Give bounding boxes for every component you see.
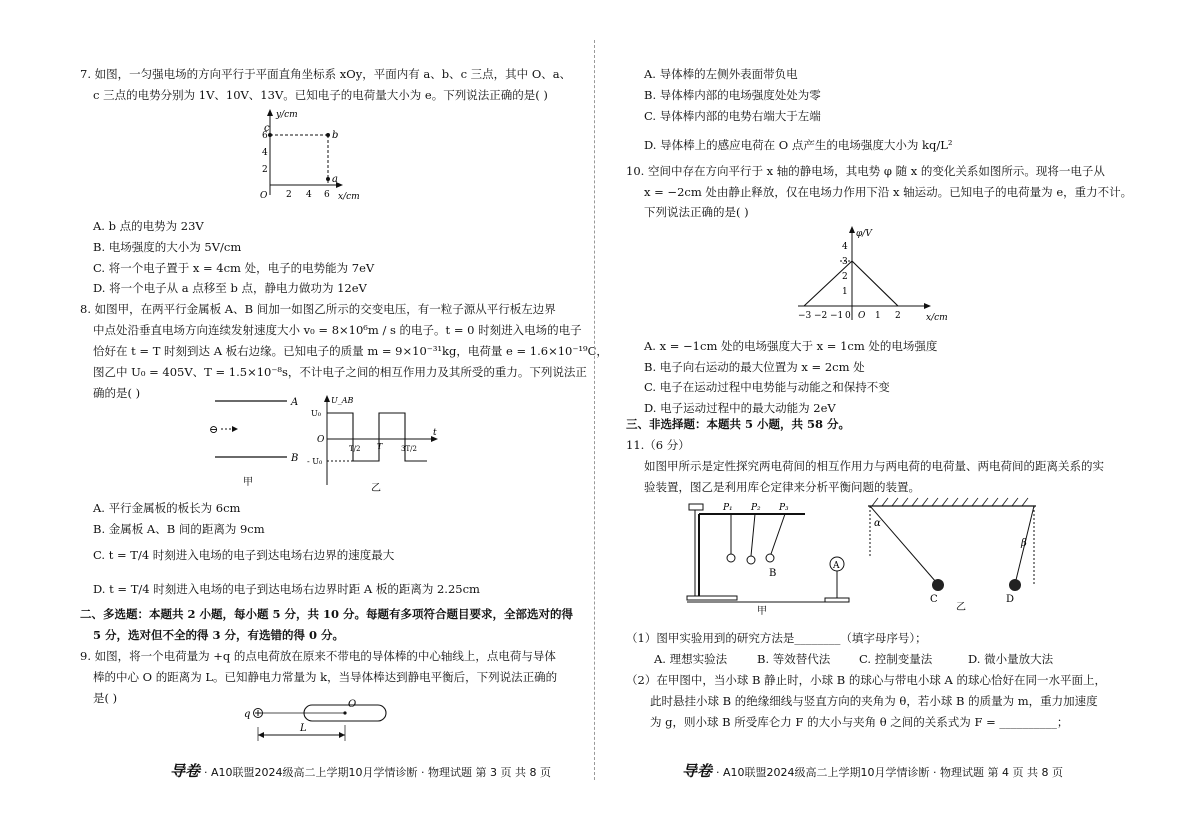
q8-plates-figure: [205, 397, 305, 487]
q11-desc-line1: 如图甲所示是定性探究两电荷间的相互作用力与两电荷的电荷量、两电荷间的距离关系的实: [644, 459, 1104, 473]
q8-stem-line1: 8. 如图甲，在两平行金属板 A、B 间加一如图乙所示的交变电压，有一粒子源从平行板左边界: [80, 302, 556, 316]
right-page: [600, 0, 1200, 826]
q11-sub1-option-d: D. 微小量放大法: [968, 652, 1054, 666]
q11-sub1-option-c: C. 控制变量法: [859, 652, 933, 666]
q10-xtick-neg3: −3: [798, 311, 812, 321]
right-footer: [682, 760, 1063, 781]
q11-p3: P₃: [779, 503, 789, 513]
q11-sub1-option-b: B. 等效替代法: [757, 652, 831, 666]
q11-sub2-line1: （2）在甲图中，当小球 B 静止时，小球 B 的球心与带电小球 A 的球心恰好在同一水平面上，: [626, 673, 1106, 687]
q7-ytick-6: 6: [262, 131, 268, 141]
q10-xtick-2: 2: [895, 311, 901, 321]
q10-ytick-4: 4: [842, 242, 848, 252]
q10-stem-line1: 10. 空间中存在方向平行于 x 轴的静电场，其电势 φ 随 x 的变化关系如图所示。现将一电子从: [626, 164, 1105, 178]
q8-caption-yi: 乙: [371, 483, 381, 494]
q10-x-label: x/cm: [926, 313, 948, 323]
q11-ball-b: B: [769, 568, 777, 579]
q9-center-label: O: [348, 699, 357, 710]
q7-ytick-4: 4: [262, 148, 268, 158]
q7-point-a: a: [332, 174, 338, 185]
q9-option-b: B. 导体棒内部的电场强度处处为零: [644, 88, 821, 102]
q9-charge-label: q: [244, 709, 251, 720]
q11-equilibrium-figure-yi: [866, 496, 1046, 611]
q10-ytick-1: 1: [842, 287, 848, 297]
q9-stem-line2: 棒的中心 O 的距离为 L。已知静电力常量为 k，当导体棒达到静电平衡后，下列说法正确的: [93, 670, 558, 684]
page-divider: [594, 40, 595, 780]
q10-potential-figure: [792, 224, 952, 324]
q8-option-c: C. t = T/4 时刻进入电场的电子到达电场右边界的速度最大: [93, 548, 395, 562]
q11-beta: β: [1021, 538, 1027, 549]
q8-yi-tick-three-half: 3T/2: [401, 445, 417, 453]
q10-stem-line3: 下列说法正确的是( ): [644, 205, 749, 219]
left-footer-text: · A10联盟2024级高二上学期10月学情诊断 · 物理试题 第 3 页 共 8 页: [204, 766, 551, 779]
q8-stem-line5: 确的是( ): [93, 386, 141, 400]
q10-xtick-neg2: −2: [814, 311, 828, 321]
q8-option-a: A. 平行金属板的板长为 6cm: [93, 501, 241, 515]
left-footer: [170, 760, 551, 781]
q11-p2: P₂: [751, 503, 761, 513]
q7-option-d: D. 将一个电子从 a 点移至 b 点，静电力做功为 12eV: [93, 281, 367, 295]
q9-distance-label: L: [300, 723, 307, 734]
q9-option-a: A. 导体棒的左侧外表面带负电: [644, 67, 798, 81]
q9-rod-figure: [242, 697, 402, 745]
q8-yi-neg-u0: - U₀: [307, 457, 323, 466]
q10-stem-line2: x = −2cm 处由静止释放，仅在电场力作用下沿 x 轴运动。已知电子的电荷量为 e，重力不计。: [644, 185, 1133, 199]
section2-heading-line2: 5 分，选对但不全的得 3 分，有选错的得 0 分。: [93, 628, 345, 642]
q8-yi-tick-t: T: [377, 442, 383, 451]
section3-heading: 三、非选择题：本题共 5 小题，共 58 分。: [626, 417, 851, 431]
q8-option-b: B. 金属板 A、B 间的距离为 9cm: [93, 522, 265, 536]
q10-option-c: C. 电子在运动过程中电势能与动能之和保持不变: [644, 380, 890, 394]
q10-option-d: D. 电子运动过程中的最大动能为 2eV: [644, 401, 836, 415]
section2-heading-line1: 二、多选题：本题共 2 小题，每小题 5 分，共 10 分。每题有多项符合题目要求，全部选对的得: [80, 607, 574, 621]
q7-ytick-2: 2: [262, 165, 268, 175]
q7-option-a: A. b 点的电势为 23V: [93, 219, 204, 233]
q7-stem-line2: c 三点的电势分别为 1V、10V、13V。已知电子的电荷量大小为 e。下列说法正确的是( ): [93, 88, 548, 102]
q10-y-label: φ/V: [856, 229, 872, 239]
q11-caption-jia: 甲: [757, 606, 767, 617]
q10-ytick-2: 2: [842, 272, 848, 282]
brand-logo: 导卷: [170, 762, 201, 780]
q7-y-label: y/cm: [276, 110, 298, 120]
q7-x-label: x/cm: [338, 192, 360, 202]
q11-heading: 11.（6 分）: [626, 438, 690, 452]
q7-stem-line1: 7. 如图，一匀强电场的方向平行于平面直角坐标系 xOy，平面内有 a、b、c 三点，其中 O、a、: [80, 67, 572, 81]
q9-stem-line3: 是( ): [93, 691, 118, 705]
q10-xtick-0: 0: [845, 311, 851, 321]
q11-ball-d: D: [1006, 594, 1015, 605]
q7-point-c: c: [264, 123, 270, 134]
q10-xtick-neg1: −1: [830, 311, 844, 321]
q11-alpha: α: [874, 518, 881, 529]
q7-option-c: C. 将一个电子置于 x = 4cm 处，电子的电势能为 7eV: [93, 261, 375, 275]
q11-sub1: （1）图甲实验用到的研究方法是________（填字母序号）；: [626, 631, 927, 645]
q11-ball-a: A: [833, 561, 840, 571]
q8-stem-line4: 图乙中 U₀ = 405V、T = 1.5×10⁻⁸s，不计电子之间的相互作用力及其所受的重力。下列说法正: [93, 365, 587, 379]
q7-xtick-4: 4: [306, 190, 312, 200]
q10-option-b: B. 电子向右运动的最大位置为 x = 2cm 处: [644, 360, 865, 374]
q8-stem-line3: 恰好在 t = T 时刻到达 A 板右边缘。已知电子的质量 m = 9×10⁻³¹kg，电荷量 e = 1.6×10⁻¹⁹C，: [93, 344, 608, 358]
brand-logo: 导卷: [682, 762, 713, 780]
q7-origin: O: [260, 191, 268, 201]
q7-coordinate-figure: [250, 107, 370, 202]
q8-caption-jia: 甲: [243, 477, 253, 488]
q7-point-b: b: [332, 130, 339, 141]
q10-xtick-1: 1: [875, 311, 881, 321]
q11-apparatus-figure-jia: [685, 500, 855, 615]
q10-option-a: A. x = −1cm 处的电场强度大于 x = 1cm 处的电场强度: [644, 339, 938, 353]
q11-desc-line2: 验装置，图乙是利用库仑定律来分析平衡问题的装置。: [644, 480, 920, 494]
q7-xtick-2: 2: [286, 190, 292, 200]
q8-plate-a: A: [291, 397, 299, 408]
q9-option-c: C. 导体棒内部的电势右端大于左端: [644, 109, 821, 123]
q11-caption-yi: 乙: [956, 602, 966, 613]
q8-electron: ⊖: [209, 423, 219, 436]
q8-stem-line2: 中点处沿垂直电场方向连续发射速度大小 v₀ = 8×10⁶m / s 的电子。t = 0 时刻进入电场的电子: [93, 323, 582, 337]
q11-sub2-line2: 此时悬挂小球 B 的绝缘细线与竖直方向的夹角为 θ，若小球 B 的质量为 m，重力加速度: [650, 694, 1098, 708]
q11-sub1-option-a: A. 理想实验法: [654, 652, 728, 666]
q10-ytick-3: 3: [842, 257, 848, 267]
right-footer-text: · A10联盟2024级高二上学期10月学情诊断 · 物理试题 第 4 页 共 8 页: [716, 766, 1063, 779]
q7-xtick-6: 6: [324, 190, 330, 200]
q8-yi-origin: O: [317, 435, 325, 445]
q8-yi-u0: U₀: [311, 409, 321, 418]
q10-origin: O: [858, 311, 866, 321]
q9-stem-line1: 9. 如图，将一个电荷量为 +q 的点电荷放在原来不带电的导体棒的中心轴线上，点电荷与导体: [80, 649, 556, 663]
q7-option-b: B. 电场强度的大小为 5V/cm: [93, 240, 242, 254]
q8-voltage-figure: [305, 393, 445, 493]
q8-yi-t-label: t: [433, 428, 437, 438]
q11-ball-c: C: [930, 594, 938, 605]
q8-option-d: D. t = T/4 时刻进入电场的电子到达电场右边界时距 A 板的距离为 2.25cm: [93, 582, 480, 596]
q11-p1: P₁: [723, 503, 733, 513]
q11-sub2-line3: 为 g，则小球 B 所受库仑力 F 的大小与夹角 θ 之间的关系式为 F = __________；: [650, 715, 1069, 729]
q8-yi-tick-half: T/2: [349, 445, 361, 453]
q9-option-d: D. 导体棒上的感应电荷在 O 点产生的电场强度大小为 kq/L²: [644, 138, 953, 152]
q8-yi-ylabel: U_AB: [331, 396, 354, 405]
q8-plate-b: B: [291, 453, 299, 464]
